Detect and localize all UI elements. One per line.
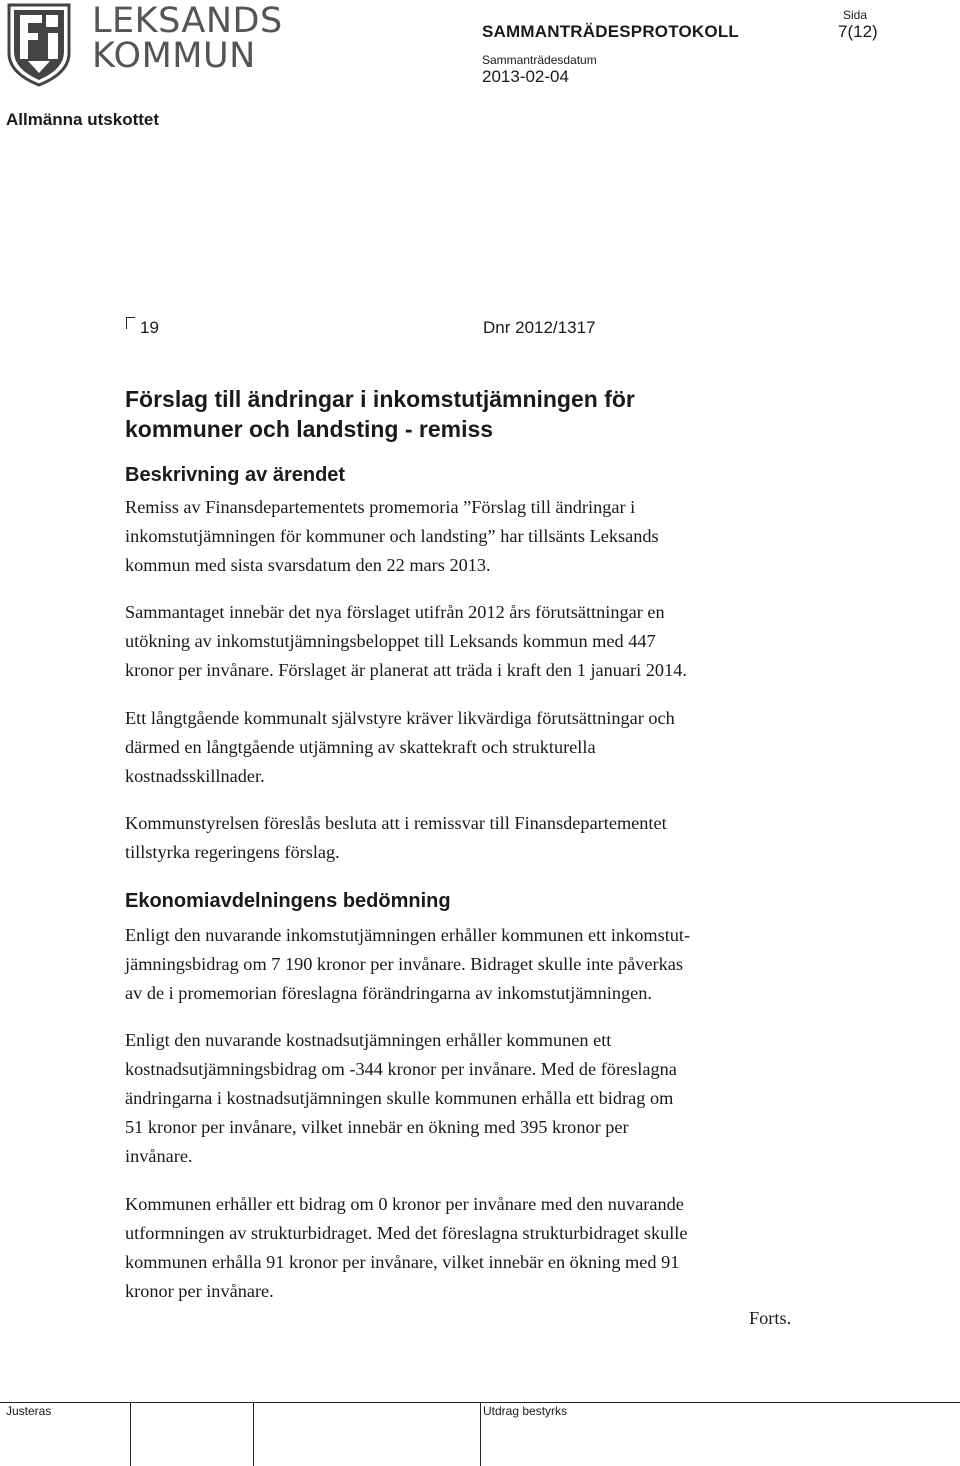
paragraph-line: Enligt den nuvarande kostnadsutjämningen erhåller kommunen ett xyxy=(125,1030,612,1050)
leksands-coat-of-arms-logo xyxy=(6,3,72,87)
paragraph xyxy=(125,1190,825,1306)
paragraph xyxy=(125,809,825,867)
paragraph xyxy=(125,704,825,791)
paragraph-line: Ett långtgående kommunalt självstyre kräver likvärdiga förutsättningar och xyxy=(125,708,675,728)
paragraph-line: därmed en långtgående utjämning av skattekraft och strukturella xyxy=(125,737,596,757)
paragraph-line: kronor per invånare. Förslaget är planerat att träda i kraft den 1 januari 2014. xyxy=(125,660,687,680)
paragraph-line: kostnadsutjämningsbidrag om -344 kronor per invånare. Med de föreslagna xyxy=(125,1059,677,1079)
paragraph-line: invånare. xyxy=(125,1146,193,1166)
paragraph xyxy=(125,493,825,580)
paragraph xyxy=(125,1026,825,1171)
paragraph-line: Kommunen erhåller ett bidrag om 0 kronor per invånare med den nuvarande xyxy=(125,1194,684,1214)
paragraph-line: tillstyrka regeringens förslag. xyxy=(125,842,340,862)
paragraph-line: Remiss av Finansdepartementets promemoria ”Förslag till ändringar i xyxy=(125,497,636,517)
footer-signature-divider xyxy=(480,1402,481,1466)
item-title xyxy=(125,384,825,444)
paragraph-line: utökning av inkomstutjämningsbeloppet till Leksands kommun med 447 xyxy=(125,631,656,651)
page-label: Sida xyxy=(843,8,868,22)
logo-line-1: LEKSANDS xyxy=(92,1,283,41)
paragraph-line: kronor per invånare. xyxy=(125,1281,274,1301)
meeting-date-label: Sammanträdesdatum xyxy=(482,53,597,67)
paragraph-line: Enligt den nuvarande inkomstutjämningen erhåller kommunen ett inkomstut- xyxy=(125,925,691,945)
item-dnr: Dnr 2012/1317 xyxy=(483,318,596,337)
paragraph-line: ändringarna i kostnadsutjämningen skulle kommunen erhålla ett bidrag om xyxy=(125,1088,674,1108)
continued-marker: Forts. xyxy=(749,1308,792,1328)
footer-signature-divider xyxy=(130,1402,131,1466)
item-number: 19 xyxy=(140,318,159,337)
section-heading-beskrivning: Beskrivning av ärendet xyxy=(125,464,346,486)
meeting-date-value: 2013-02-04 xyxy=(482,67,569,86)
page-number: 7(12) xyxy=(838,22,878,41)
paragraph-line: inkomstutjämningen för kommuner och landsting” har tillsänts Leksands xyxy=(125,526,659,546)
paragraph xyxy=(125,921,825,1008)
paragraph-line: kommun med sista svarsdatum den 22 mars 2013. xyxy=(125,555,491,575)
logo-wordmark xyxy=(92,1,283,76)
paragraph-line: utformningen av strukturbidraget. Med det föreslagna strukturbidraget skulle xyxy=(125,1223,688,1243)
item-corner-marker xyxy=(126,317,135,329)
footer-utdrag-label: Utdrag bestyrks xyxy=(483,1404,568,1418)
committee-name: Allmänna utskottet xyxy=(6,110,160,129)
section-heading-ekonomi: Ekonomiavdelningens bedömning xyxy=(125,890,451,912)
footer-signature-divider xyxy=(253,1402,254,1466)
paragraph-line: kostnadsskillnader. xyxy=(125,766,265,786)
paragraph-line: kommunen erhålla 91 kronor per invånare, vilket innebär en ökning med 91 xyxy=(125,1252,680,1272)
paragraph-line: Sammantaget innebär det nya förslaget utifrån 2012 års förutsättningar en xyxy=(125,602,665,622)
item-title-line: kommuner och landsting - remiss xyxy=(125,416,494,442)
footer-justeras-label: Justeras xyxy=(6,1404,52,1418)
logo-line-2: KOMMUN xyxy=(92,36,256,76)
paragraph-line: av de i promemorian föreslagna förändringarna av inkomstutjämningen. xyxy=(125,983,652,1003)
item-title-line: Förslag till ändringar i inkomstutjämningen för xyxy=(125,386,635,412)
paragraph xyxy=(125,598,825,685)
paragraph-line: jämningsbidrag om 7 190 kronor per invånare. Bidraget skulle inte påverkas xyxy=(125,954,683,974)
document-type: SAMMANTRÄDESPROTOKOLL xyxy=(482,22,739,41)
paragraph-line: Kommunstyrelsen föreslås besluta att i remissvar till Finansdepartementet xyxy=(125,813,667,833)
paragraph-line: 51 kronor per invånare, vilket innebär en ökning med 395 kronor per xyxy=(125,1117,629,1137)
